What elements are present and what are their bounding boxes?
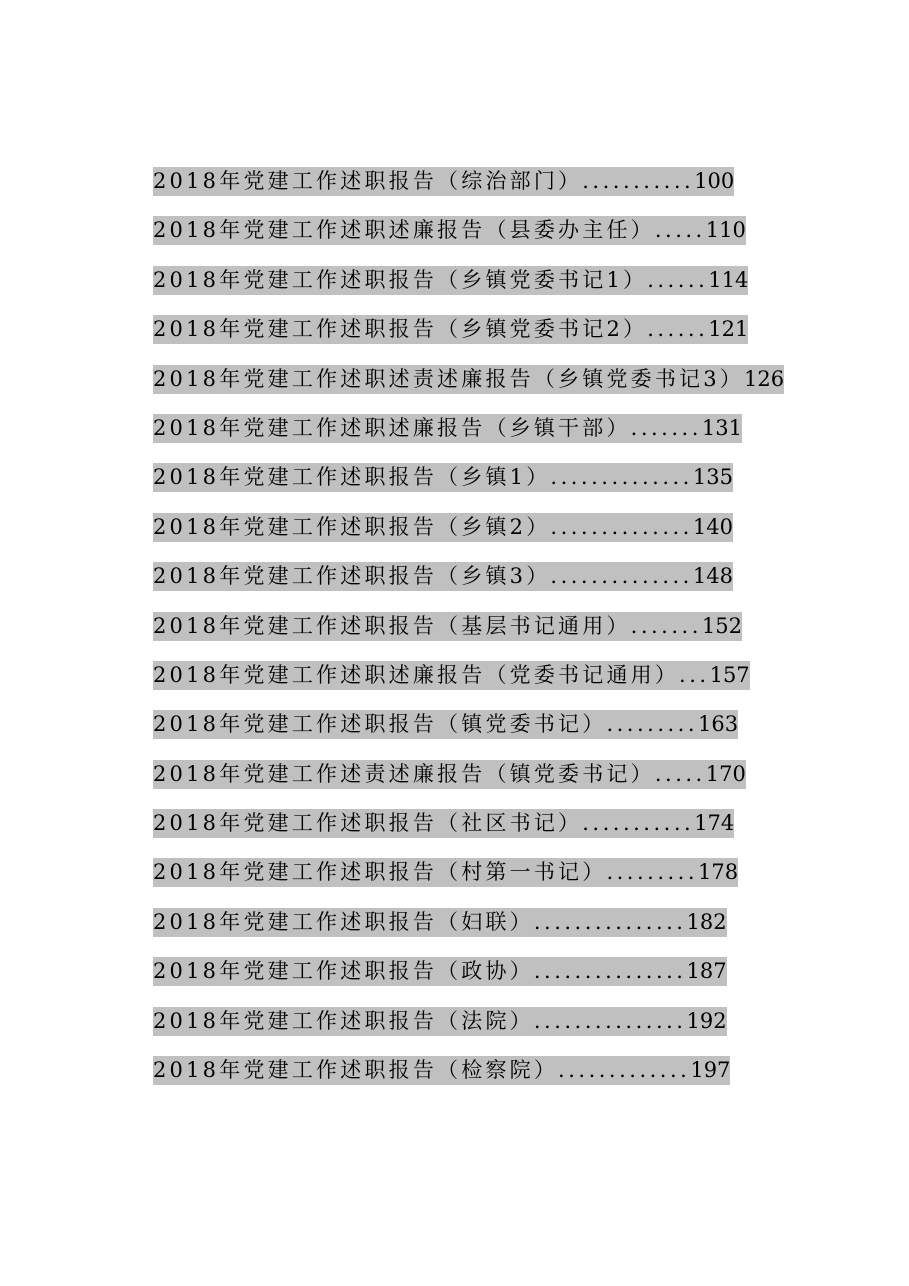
toc-entry-line xyxy=(153,858,738,887)
toc-entry-line xyxy=(153,957,727,986)
toc-entry[interactable] xyxy=(153,710,793,759)
toc-entry-leader: ....... xyxy=(630,415,702,440)
toc-entry-line xyxy=(153,661,750,690)
toc-entry[interactable] xyxy=(153,167,793,216)
toc-entry-title: 2018年党建工作述职述廉报告（县委办主任） xyxy=(153,218,655,243)
toc-entry-page: 163 xyxy=(698,712,739,737)
toc-entry[interactable] xyxy=(153,513,793,562)
toc-entry[interactable] xyxy=(153,562,793,611)
toc-entry-leader: ............... xyxy=(533,909,687,934)
toc-entry-title: 2018年党建工作述责述廉报告（镇党委书记） xyxy=(153,761,655,786)
toc-entry-title: 2018年党建工作述职述责述廉报告（乡镇党委书记3） xyxy=(153,366,745,391)
toc-entry-line xyxy=(153,809,734,838)
toc-entry-leader: .............. xyxy=(550,514,693,539)
toc-entry-page: 157 xyxy=(709,662,750,687)
toc-entry-page: 182 xyxy=(686,909,727,934)
toc-entry-line xyxy=(153,216,746,245)
toc-entry-page: 152 xyxy=(701,613,742,638)
toc-entry-title: 2018年党建工作述职报告（社区书记） xyxy=(153,811,583,836)
toc-entry-leader: ............... xyxy=(533,1008,687,1033)
toc-entry-title: 2018年党建工作述职报告（妇联） xyxy=(153,909,534,934)
toc-entry-page: 170 xyxy=(705,761,746,786)
toc-entry[interactable] xyxy=(153,661,793,710)
toc-entry-page: 197 xyxy=(690,1058,731,1083)
toc-entry-page: 121 xyxy=(708,317,749,342)
toc-entry-leader: ... xyxy=(679,662,710,687)
toc-entry-title: 2018年党建工作述职报告（乡镇3） xyxy=(153,564,551,589)
toc-entry-leader: ........... xyxy=(582,811,695,836)
toc-entry-page: 114 xyxy=(708,267,749,292)
toc-entry-page: 110 xyxy=(705,218,746,243)
toc-entry-leader: ...... xyxy=(647,317,709,342)
toc-entry-title: 2018年党建工作述职报告（乡镇2） xyxy=(153,514,551,539)
toc-entry[interactable] xyxy=(153,266,793,315)
toc-entry-title: 2018年党建工作述职报告（检察院） xyxy=(153,1058,559,1083)
toc-entry-title: 2018年党建工作述职报告（村第一书记） xyxy=(153,860,607,885)
toc-entry-page: 126 xyxy=(744,366,785,391)
toc-entry[interactable] xyxy=(153,858,793,907)
toc-entry-leader: ......... xyxy=(606,712,699,737)
toc-entry-line xyxy=(153,710,738,739)
toc-entry[interactable] xyxy=(153,463,793,512)
toc-entry-line xyxy=(153,365,784,394)
toc-entry-leader: ............. xyxy=(558,1058,691,1083)
toc-entry-title: 2018年党建工作述职述廉报告（乡镇干部） xyxy=(153,415,631,440)
toc-entry[interactable] xyxy=(153,315,793,364)
toc-entry-leader: ....... xyxy=(630,613,702,638)
toc-entry-page: 187 xyxy=(686,959,727,984)
toc-entry-title: 2018年党建工作述职报告（法院） xyxy=(153,1008,534,1033)
toc-entry[interactable] xyxy=(153,908,793,957)
toc-entry[interactable] xyxy=(153,809,793,858)
toc-entry-line xyxy=(153,908,727,937)
toc-entry[interactable] xyxy=(153,760,793,809)
toc-entry-page: 192 xyxy=(686,1008,727,1033)
toc-entry-leader: ........... xyxy=(582,169,695,193)
toc-entry[interactable] xyxy=(153,216,793,265)
toc-entry[interactable] xyxy=(153,414,793,463)
toc-entry-line xyxy=(153,513,733,542)
toc-entry-line xyxy=(153,266,748,295)
toc-entry-title: 2018年党建工作述职报告（乡镇1） xyxy=(153,465,551,490)
toc-entry-page: 148 xyxy=(692,564,733,589)
toc-entry-title: 2018年党建工作述职报告（基层书记通用） xyxy=(153,613,631,638)
toc-entry-leader: .............. xyxy=(550,465,693,490)
toc-entry[interactable] xyxy=(153,365,793,414)
toc-entry-title: 2018年党建工作述职报告（综治部门） xyxy=(153,169,583,193)
toc-entry-title: 2018年党建工作述职述廉报告（党委书记通用） xyxy=(153,662,680,687)
toc-entry-title: 2018年党建工作述职报告（镇党委书记） xyxy=(153,712,607,737)
toc-entry-line xyxy=(153,612,742,641)
toc-entry-leader: .............. xyxy=(550,564,693,589)
toc-entry[interactable] xyxy=(153,1056,793,1105)
toc-entry[interactable] xyxy=(153,612,793,661)
toc-entry-leader: ..... xyxy=(654,218,706,243)
toc-entry-title: 2018年党建工作述职报告（乡镇党委书记2） xyxy=(153,317,648,342)
table-of-contents xyxy=(153,167,793,1105)
toc-entry-line xyxy=(153,1007,727,1036)
toc-entry-line xyxy=(153,463,733,492)
toc-entry-page: 131 xyxy=(701,415,742,440)
toc-entry-leader: ...... xyxy=(647,267,709,292)
toc-entry[interactable] xyxy=(153,957,793,1006)
toc-entry-title: 2018年党建工作述职报告（乡镇党委书记1） xyxy=(153,267,648,292)
toc-entry[interactable] xyxy=(153,1007,793,1056)
toc-entry-line xyxy=(153,414,742,443)
toc-entry-line xyxy=(153,167,734,196)
toc-entry-page: 100 xyxy=(694,169,735,193)
toc-entry-leader: ..... xyxy=(654,761,706,786)
toc-entry-line xyxy=(153,760,746,789)
toc-entry-line xyxy=(153,315,748,344)
toc-entry-leader: ............... xyxy=(533,959,687,984)
toc-entry-leader: ......... xyxy=(606,860,699,885)
toc-entry-page: 178 xyxy=(698,860,739,885)
toc-entry-page: 135 xyxy=(692,465,733,490)
toc-entry-page: 140 xyxy=(692,514,733,539)
toc-entry-line xyxy=(153,562,733,591)
toc-entry-line xyxy=(153,1056,730,1085)
toc-entry-page: 174 xyxy=(694,811,735,836)
toc-entry-title: 2018年党建工作述职报告（政协） xyxy=(153,959,534,984)
